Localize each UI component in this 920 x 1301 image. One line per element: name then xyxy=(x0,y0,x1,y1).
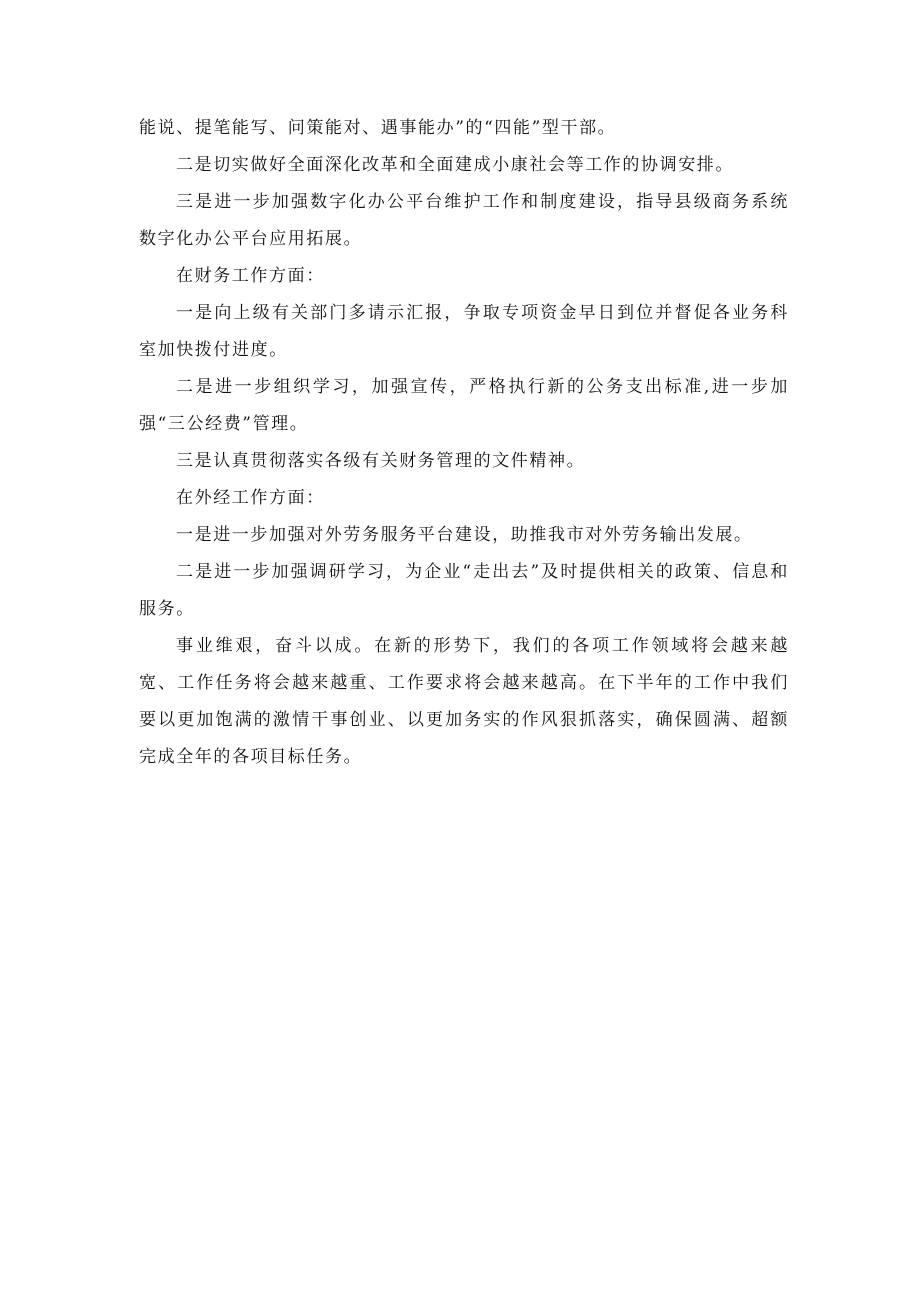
paragraph-research-study: 二是进一步加强调研学习，为企业“走出去”及时提供相关的政策、信息和服务。 xyxy=(139,562,789,619)
paragraph-finance-documents: 三是认真贯彻落实各级有关财务管理的文件精神。 xyxy=(176,451,586,471)
paragraph-conclusion: 事业维艰，奋斗以成。在新的形势下，我们的各项工作领域将会越来越宽、工作任务将会越来越重、工作要求将会越来越高。在下半年的工作中我们要以更加饱满的激情干事创业、以更加务实的作风狠抓落实，确保圆满、超额完成全年的各项目标任务。 xyxy=(139,636,789,767)
paragraph-finance-funds: 一是向上级有关部门多请示汇报，争取专项资金早日到位并督促各业务科室加快拨付进度。 xyxy=(139,303,789,360)
paragraph-digital-office: 三是进一步加强数字化办公平台维护工作和制度建设，指导县级商务系统数字化办公平台应用拓展。 xyxy=(139,192,789,249)
document-body xyxy=(139,110,789,776)
paragraph-labor-platform: 一是进一步加强对外劳务服务平台建设，助推我市对外劳务输出发展。 xyxy=(176,525,753,545)
section-heading-finance: 在财务工作方面： xyxy=(176,266,325,286)
paragraph-finance-expenditure: 二是进一步组织学习，加强宣传，严格执行新的公务支出标准,进一步加强“三公经费”管理。 xyxy=(139,377,789,434)
section-heading-foreign-economy: 在外经工作方面： xyxy=(176,488,325,508)
paragraph-reform-coordination: 二是切实做好全面深化改革和全面建成小康社会等工作的协调安排。 xyxy=(176,155,734,175)
paragraph-continuation: 能说、提笔能写、问策能对、遇事能办”的“四能”型干部。 xyxy=(139,118,617,138)
